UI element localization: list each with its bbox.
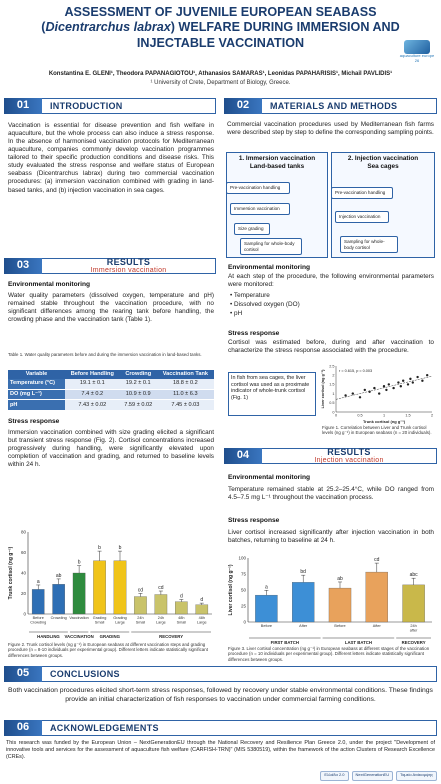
- scatter-point: [402, 380, 404, 382]
- y-tick-label: 0: [332, 410, 335, 415]
- y-axis-label: Trunk cortisol (ng g⁻¹): [8, 546, 14, 600]
- x-tick-label: 24h: [137, 616, 144, 620]
- x-tick-label: 2: [430, 413, 434, 418]
- list-item: • Temperature: [230, 292, 300, 300]
- x-tick-label: 24h: [410, 624, 417, 628]
- flow-step: Injection vaccination: [335, 211, 389, 223]
- x-tick-label: after: [409, 628, 418, 633]
- significance-letter: a: [265, 584, 268, 591]
- figure-3-caption: Figure 3. Liver cortisol concentration (ng g⁻¹) in European seabass at different stages of the vaccination procedure (n = 10 individuals per experimental group). Different letters indicate statistically significant differences between groups.: [228, 646, 430, 662]
- significance-letter: abc: [409, 572, 418, 579]
- y-tick-label: 100: [238, 555, 246, 561]
- section-01-header: 01 INTRODUCTION: [4, 98, 216, 114]
- table-row: DO (mg L⁻¹) 7.4 ± 0.2 10.9 ± 0.9 11.0 ± 6.3: [8, 389, 214, 400]
- section-04-header: 04 RESULTS Injection vaccination: [224, 448, 437, 464]
- affiliation: ¹ University of Crete, Department of Biology, Greece.: [150, 80, 291, 86]
- y-tick-label: 0.5: [329, 401, 335, 406]
- y-tick-label: 20: [20, 591, 26, 596]
- y-tick-label: 25: [240, 603, 246, 609]
- scatter-point: [352, 392, 354, 394]
- flow-step: Sampling for whole-body cortisol: [240, 238, 302, 255]
- methods-stress-heading: Stress response: [228, 330, 280, 337]
- bar: [155, 595, 167, 614]
- figure-1-scatter: [320, 362, 436, 424]
- bar: [196, 605, 208, 614]
- x-tick-label: Crowding: [50, 616, 67, 620]
- y-tick-label: 1.5: [329, 382, 335, 387]
- x-tick-label: Small: [135, 620, 146, 625]
- immersion-stress-heading: Stress response: [8, 418, 60, 425]
- figure-1-caption: Figure 1. Correlation between Liver and Trunk cortisol levels (ng g⁻¹) in European seabass (n = 20 individuals).: [322, 425, 432, 436]
- aquaculture-logo: aquaculture europe 26: [397, 40, 437, 64]
- injection-env-text: Temperature remained stable at 25.2–25.4°C, while DO ranged from 4.5–7.5 mg L⁻¹ throughout the vaccination process.: [228, 486, 434, 502]
- plot-background: [320, 362, 436, 424]
- authors: Konstantina E. GLENI¹, Theodora PAPANAGIOTOU¹, Athanasios SAMARAS¹, Leonidas PAPAHARISIS¹, Michail PAVLIDIS¹: [48, 71, 393, 77]
- significance-letter: b: [118, 545, 122, 552]
- poster-title: [20, 5, 421, 51]
- x-tick-label: Small: [176, 620, 187, 625]
- bar: [403, 585, 425, 622]
- y-tick-label: 50: [240, 587, 246, 593]
- scatter-point: [364, 389, 366, 391]
- bar: [93, 561, 105, 614]
- conclusions-text: Both vaccination procedures elicited short-term stress responses, followed by recovery under stable environmental conditions. These findings provide an initial characterization of fish responses to vaccination under commercial farming conditions.: [8, 687, 433, 703]
- bar: [53, 584, 65, 614]
- y-tick-label: 0: [243, 619, 246, 625]
- section-05-header: 05 CONCLUSIONS: [4, 666, 437, 682]
- group-label: RECOVERY: [401, 640, 426, 645]
- flow-step: Sampling for whole-body cortisol: [340, 236, 398, 253]
- x-tick-label: 1.5: [405, 413, 411, 418]
- table-row: Temperature (°C) 19.1 ± 0.1 19.2 ± 0.1 18.8 ± 0.2: [8, 379, 214, 389]
- significance-letter: d: [200, 597, 204, 604]
- x-tick-label: 1: [382, 413, 386, 418]
- scatter-point: [397, 381, 399, 383]
- x-tick-label: Small: [94, 620, 105, 625]
- nextgeneu-logo: NextGenerationEU: [352, 771, 394, 781]
- x-tick-label: Before: [32, 616, 44, 620]
- water-quality-table: [8, 370, 214, 411]
- group-label: FIRST BATCH: [270, 640, 299, 645]
- scatter-point: [421, 380, 423, 382]
- title-line-1: ASSESSMENT OF JUVENILE EUROPEAN SEABASS: [64, 5, 377, 19]
- significance-letter: a: [36, 578, 40, 585]
- recovery-fund-logo: Ταμείο Ανάκαμψης: [396, 771, 437, 781]
- x-tick-label: Large: [156, 620, 166, 625]
- env-parameter-list: [230, 292, 300, 318]
- x-tick-label: 24h: [157, 616, 165, 620]
- significance-letter: cd: [374, 557, 380, 564]
- immersion-stress-text: Immersion vaccination combined with size grading elicited a significant but transient stress response (Fig. 2). Cortisol concentrations increased progressively during handling, were significantly elevated upon completion of vaccination and grading, and returned to baseline levels within 24 h.: [8, 429, 214, 469]
- scatter-point: [368, 391, 370, 393]
- significance-letter: b: [77, 559, 81, 566]
- introduction-text: Vaccination is essential for disease prevention and fish welfare in aquaculture, but the whole process can also induce a stress response. In the absence of harmonised vaccination protocols for Mediterranean aquaculture, companies commonly develop vaccination programmes tailored to their specific production conditions and disease risks. This study evaluated the stress response and welfare status of European seabass (Dicentrarchus labrax) during two commercial vaccination procedures: (a) immersion vaccination combined with grading in land-based tanks, and (b) injection vaccination in sea cages.: [8, 122, 214, 194]
- figure-2-bar-chart: [6, 520, 216, 640]
- injection-stress-text: Liver cortisol increased significantly after injection vaccination in both batches, returning to baseline at 24 h.: [228, 529, 434, 545]
- group-label: RECOVERY: [159, 634, 184, 639]
- immersion-env-heading: Environmental monitoring: [8, 281, 91, 288]
- x-tick-label: Crowding: [30, 620, 47, 625]
- scatter-point: [344, 394, 346, 396]
- bar: [175, 602, 187, 614]
- group-label: LAST BATCH: [344, 640, 372, 645]
- flow-step: Pre-vaccination handling: [331, 187, 393, 199]
- bar: [329, 588, 351, 622]
- list-item: • Dissolved oxygen (DO): [230, 301, 300, 309]
- bar: [366, 572, 388, 622]
- y-tick-label: 1: [332, 391, 335, 396]
- scatter-point: [409, 378, 411, 380]
- y-tick-label: 80: [20, 529, 26, 535]
- immersion-flow-box: 1. Immersion vaccination Land-based tanks: [226, 152, 328, 258]
- y-tick-label: 2.5: [329, 364, 335, 369]
- methods-stress-text: Cortisol was estimated before, during and after vaccination to characterize the stress response associated with the procedure.: [228, 339, 434, 355]
- correlation-stats: r = 0.615, p = 0.003: [339, 369, 373, 373]
- scatter-point: [359, 396, 361, 398]
- scatter-point: [426, 374, 428, 376]
- funding-logos: [320, 771, 437, 781]
- y-tick-label: 2: [332, 373, 335, 378]
- scatter-point: [378, 392, 380, 394]
- list-item: • pH: [230, 310, 300, 318]
- bar: [292, 582, 314, 622]
- greece-2-logo: Ελλάδα 2.0: [320, 771, 348, 781]
- x-tick-label: After: [372, 624, 381, 628]
- scatter-point: [407, 383, 409, 385]
- methods-env-heading: Environmental monitoring: [228, 264, 311, 271]
- y-axis-label: Liver cortisol (ng g⁻¹): [321, 369, 325, 409]
- significance-letter: b: [98, 545, 101, 552]
- x-tick-label: Large: [115, 620, 125, 625]
- figure-2-caption: Figure 2. Trunk cortisol levels (ng g⁻¹) in European seabass at different vaccination steps and grading procedure (n = 8-10 individuals per experimental group). Different letters indicate statistically significant differences between groups.: [8, 642, 208, 658]
- significance-letter: cd: [158, 585, 164, 592]
- methods-intro: Commercial vaccination procedures used by Mediterranean fish farms were described step by step to define the corresponding sampling points.: [227, 121, 434, 137]
- significance-letter: ab: [337, 575, 343, 582]
- table-1-caption: Table 1. Water quality parameters before and during the immersion vaccination in land-based tanks.: [8, 352, 202, 357]
- title-line-3: INJECTABLE VACCINATION: [136, 35, 305, 50]
- significance-letter: d: [179, 593, 183, 600]
- x-tick-label: Vaccination: [69, 616, 89, 620]
- x-tick-label: 0: [334, 413, 338, 418]
- section-03-header: 03 RESULTS Immersion vaccination: [4, 258, 216, 274]
- significance-letter: bd: [300, 569, 306, 576]
- bar: [32, 589, 44, 614]
- y-tick-label: 40: [20, 570, 26, 576]
- y-tick-label: 75: [240, 571, 246, 577]
- liver-cortisol-callout: In fish from sea cages, the liver cortisol was used as a proximate indicator of whole-trunk cortisol (Fig. 1): [228, 372, 316, 416]
- scatter-point: [385, 389, 387, 391]
- x-tick-label: After: [299, 624, 308, 628]
- significance-letter: ab: [55, 572, 62, 579]
- x-tick-label: Large: [196, 620, 207, 625]
- table-row: pH 7.43 ± 0.02 7.59 ± 0.02 7.45 ± 0.03: [8, 400, 214, 411]
- bar: [73, 573, 85, 614]
- group-label: HANDLING: [37, 634, 60, 639]
- flow-step: Pre-vaccination handling: [226, 182, 290, 194]
- bar: [255, 595, 277, 622]
- figure-3-bar-chart: [226, 548, 436, 646]
- scatter-point: [412, 381, 414, 383]
- methods-env-text: At each step of the procedure, the following environmental parameters were monitored:: [228, 273, 434, 289]
- section-02-header: 02 MATERIALS AND METHODS: [224, 98, 437, 114]
- y-tick-label: 60: [20, 550, 26, 555]
- table-header-row: Variable Before Handling Crowding Vaccination Tank: [8, 370, 214, 379]
- flow-step: Immersion vaccination: [230, 203, 290, 215]
- scatter-point: [373, 387, 375, 389]
- x-tick-label: Grading: [92, 616, 107, 620]
- flow-step: Size grading: [234, 223, 270, 235]
- x-tick-label: 48h: [178, 616, 185, 620]
- y-axis-label: Liver cortisol (ng g⁻¹): [228, 564, 234, 616]
- bar: [114, 561, 126, 614]
- scatter-point: [388, 383, 390, 385]
- x-axis-label: Trunk cortisol (ng g⁻¹): [362, 419, 406, 424]
- title-line-2: (Dicentrarchus labrax) WELFARE DURING IMMERSION AND: [41, 20, 400, 35]
- group-label: GRADING: [99, 634, 120, 639]
- logo-mark-icon: [404, 40, 430, 54]
- immersion-env-text: Water quality parameters (dissolved oxygen, temperature and pH) remained stable throughout the vaccination procedure, with no significant differences among the rearing tank before handling, the crowding phase and the vaccination tank (Table 1).: [8, 292, 214, 324]
- x-tick-label: 0.5: [357, 413, 363, 418]
- acknowledgements-text: This research was funded by the European Union – NextGenerationEU through the National Recovery and Resilience Plan Greece 2.0, under the project "Development of innovative tools and services for the assessment of aquaculture fish welfare (CARFISH-TRN)" (MIS 5380519), within the framework of the action Clusters of Research Excellence (CREs).: [6, 740, 435, 760]
- x-tick-label: Before: [334, 624, 346, 628]
- x-tick-label: Grading: [113, 616, 127, 620]
- significance-letter: cd: [137, 587, 144, 594]
- scatter-point: [383, 385, 385, 387]
- x-tick-label: 48h: [198, 616, 205, 620]
- injection-flow-box: 2. Injection vaccination Sea cages: [331, 152, 435, 258]
- injection-stress-heading: Stress response: [228, 517, 280, 524]
- scatter-point: [400, 385, 402, 387]
- x-tick-label: Before: [260, 624, 272, 628]
- scatter-point: [416, 376, 418, 378]
- injection-env-heading: Environmental monitoring: [228, 474, 311, 481]
- bar: [134, 597, 146, 614]
- group-label: VACCINATION: [64, 634, 94, 639]
- y-tick-label: 0: [23, 611, 26, 617]
- scatter-point: [392, 387, 394, 389]
- section-06-header: 06 ACKNOWLEDGEMENTS: [4, 720, 437, 736]
